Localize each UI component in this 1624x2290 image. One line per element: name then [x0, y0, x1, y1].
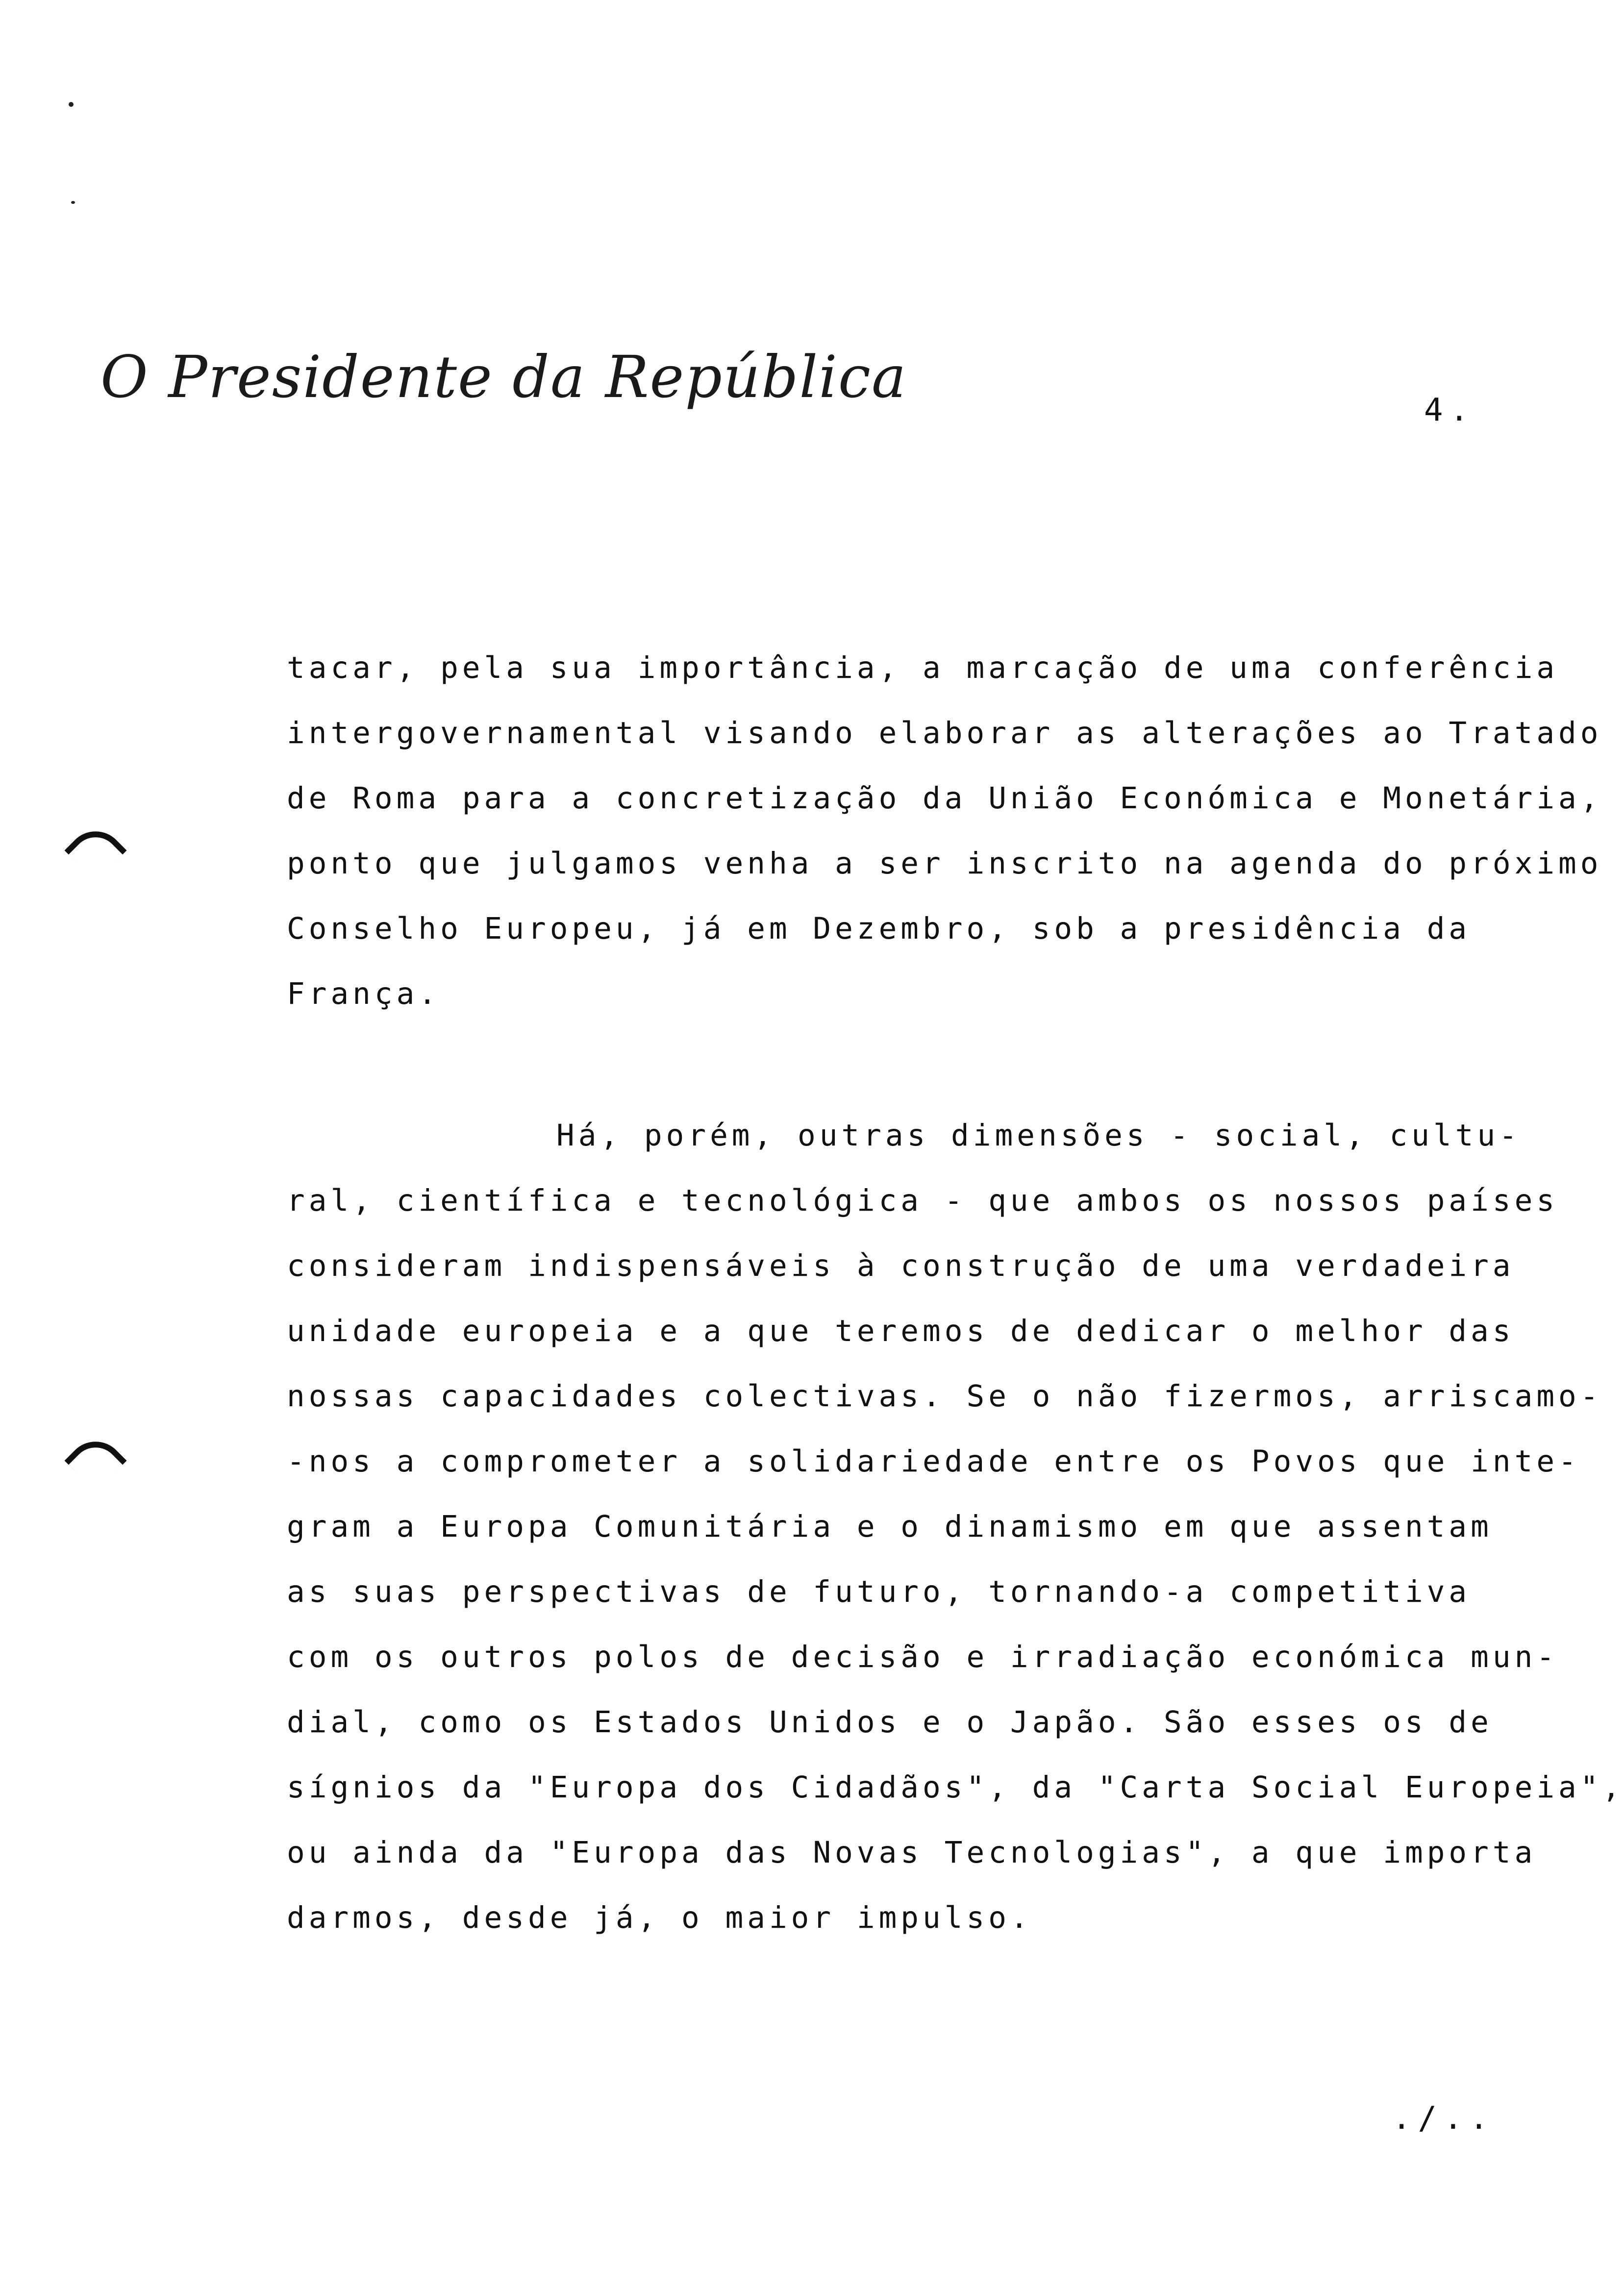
text-line: as suas perspectivas de futuro, tornando-a competitiva	[287, 1574, 1471, 1609]
page-number: 4.	[1424, 392, 1476, 428]
letterhead-title: O Presidente da República	[100, 343, 907, 411]
punch-hole-mark	[64, 819, 126, 881]
text-line: com os outros polos de decisão e irradiação económica mun-	[287, 1640, 1559, 1674]
text-line: França.	[287, 976, 441, 1011]
text-line: Há, porém, outras dimensões - social, cultu-	[556, 1118, 1521, 1153]
text-line: tacar, pela sua importância, a marcação de uma conferência	[287, 650, 1559, 685]
scan-speck	[71, 201, 75, 204]
text-line: sígnios da "Europa dos Cidadãos", da "Carta Social Europeia",	[287, 1770, 1624, 1805]
text-line: de Roma para a concretização da União Económica e Monetária,	[287, 781, 1602, 816]
text-line: ral, científica e tecnológica - que ambos os nossos países	[287, 1183, 1559, 1218]
text-line: ou ainda da "Europa das Novas Tecnologias", a que importa	[287, 1835, 1537, 1870]
text-line: dial, como os Estados Unidos e o Japão. São esses os de	[287, 1705, 1493, 1740]
continuation-mark: ./..	[1392, 2100, 1496, 2137]
text-line: Conselho Europeu, já em Dezembro, sob a presidência da	[287, 911, 1471, 946]
text-line: nossas capacidades colectivas. Se o não fizermos, arriscamo-	[287, 1379, 1602, 1414]
text-line: -nos a comprometer a solidariedade entre os Povos que inte-	[287, 1444, 1580, 1479]
text-line: intergovernamental visando elaborar as alterações ao Tratado	[287, 716, 1602, 750]
scan-speck	[69, 102, 74, 107]
text-line: gram a Europa Comunitária e o dinamismo em que assentam	[287, 1509, 1493, 1544]
punch-hole-mark	[64, 1429, 126, 1492]
text-line: unidade europeia e a que teremos de dedicar o melhor das	[287, 1314, 1515, 1348]
paragraph-2	[287, 1103, 1624, 1950]
text-line: darmos, desde já, o maior impulso.	[287, 1900, 1032, 1935]
paragraph-1	[287, 635, 1602, 1026]
text-line: consideram indispensáveis à construção de uma verdadeira	[287, 1248, 1515, 1283]
text-line: ponto que julgamos venha a ser inscrito na agenda do próximo	[287, 846, 1602, 881]
